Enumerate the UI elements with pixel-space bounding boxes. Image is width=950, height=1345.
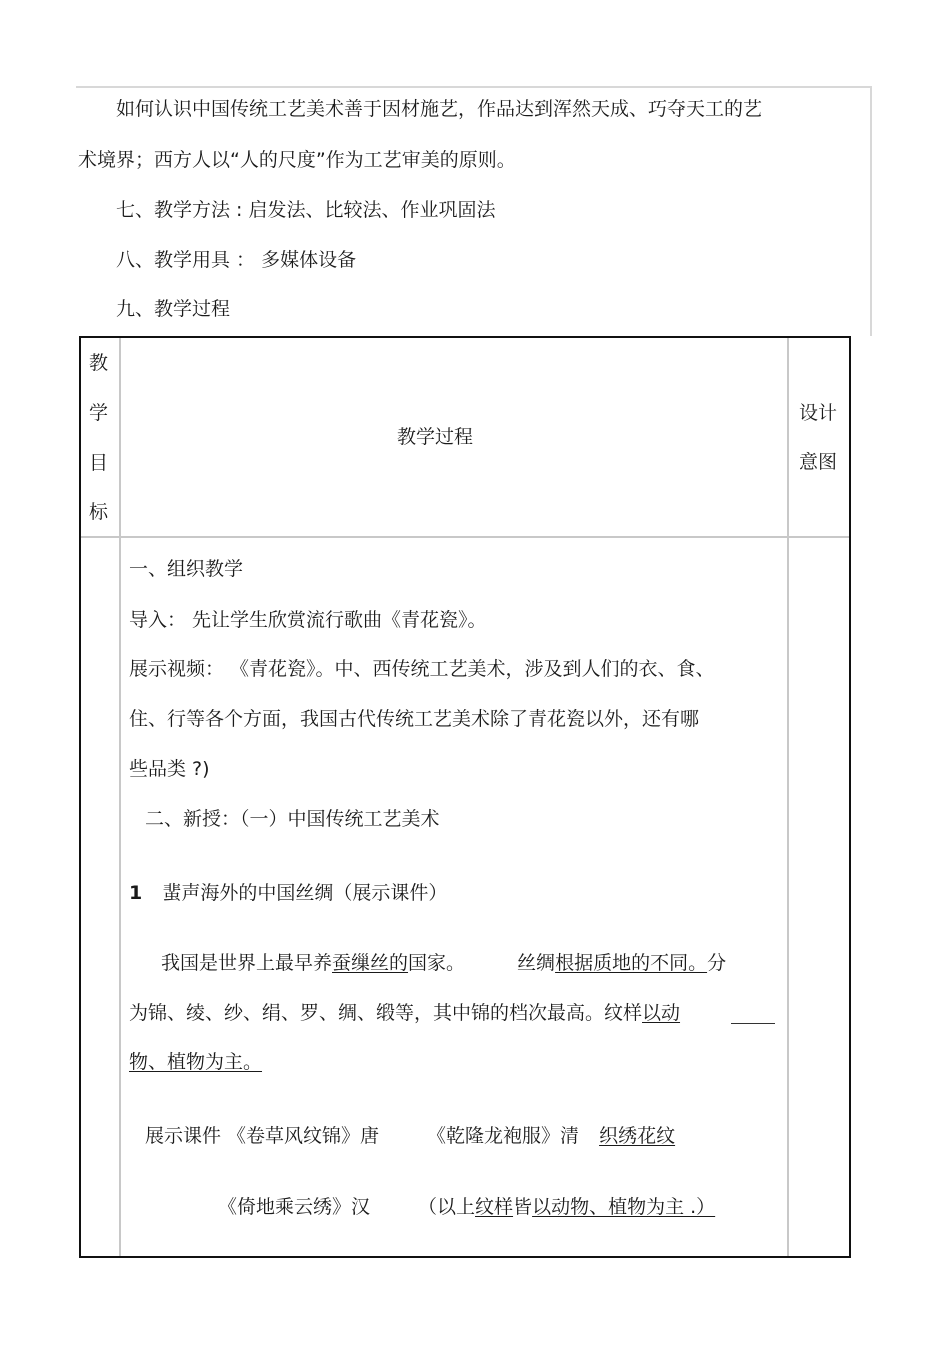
courseware-line-2 xyxy=(218,1195,715,1219)
teaching-process-heading: 九、教学过程 xyxy=(116,298,231,320)
header-goal-char: 教 xyxy=(89,352,109,374)
text-run: 丝绸 xyxy=(517,952,556,974)
silk-paragraph-line-2 xyxy=(129,1001,680,1025)
intro-line-1: 如何认识中国传统工艺美术善于因材施艺，作品达到浑然天成、巧夺天工的艺 xyxy=(116,98,763,120)
text-run: 为锦、绫、纱、绢、罗、绸、缎等，其中锦的档次最高。纹样 xyxy=(129,1002,643,1024)
header-process: 教学过程 xyxy=(397,426,474,448)
video-line-3: 些品类 ?) xyxy=(129,758,210,780)
header-design-line-1: 设计 xyxy=(799,402,838,424)
underlined-text: 蚕缫丝的 xyxy=(332,952,409,974)
video-line-2: 住、行等各个方面，我国古代传统工艺美术除了青花瓷以外，还有哪 xyxy=(129,708,700,730)
silk-paragraph-line-1 xyxy=(161,951,726,975)
video-line-1: 展示视频： 《青花瓷》。中、西传统工艺美术，涉及到人们的衣、食、 xyxy=(129,658,715,680)
header-goal-char: 学 xyxy=(89,402,109,424)
text-run: 分 xyxy=(707,952,727,974)
underlined-text: 织绣花纹 xyxy=(599,1125,676,1147)
underline-tail xyxy=(731,1023,775,1024)
teaching-tools: 八、教学用具 ： 多媒体设备 xyxy=(116,249,357,271)
section-new-lesson: 二、新授：（一）中国传统工艺美术 xyxy=(145,808,440,830)
text-run: （以上 xyxy=(418,1196,476,1218)
teaching-method: 七、教学方法 : 启发法、比较法、作业巩固法 xyxy=(116,199,496,221)
text-run: 我国是世界上最早养 xyxy=(161,952,333,974)
column-divider-design xyxy=(787,338,789,1256)
header-row-divider xyxy=(81,536,849,538)
underlined-text: 根据质地的不同。 xyxy=(555,952,708,974)
silk-heading-text: 蜚声海外的中国丝绸（展示课件） xyxy=(162,882,448,904)
text-run: 展示课件 《卷草风纹锦》唐 xyxy=(145,1125,380,1147)
intro-song: 导入： 先让学生欣赏流行歌曲《青花瓷》。 xyxy=(129,609,487,631)
header-goal-char: 标 xyxy=(89,501,109,523)
silk-heading-number: 1 xyxy=(129,882,143,904)
underlined-text: 物、植物为主。 xyxy=(129,1051,263,1073)
text-run: 皆 xyxy=(513,1196,533,1218)
lesson-table xyxy=(79,336,851,1258)
text-run: 国家。 xyxy=(408,952,466,974)
silk-paragraph-line-3 xyxy=(129,1050,262,1074)
underlined-text: 以动 xyxy=(642,1002,681,1024)
text-run: 《乾隆龙袍服》清 xyxy=(427,1125,580,1147)
text-run: 《倚地乘云绣》汉 xyxy=(218,1196,371,1218)
header-design-line-2: 意图 xyxy=(799,451,838,473)
courseware-line-1 xyxy=(145,1124,675,1148)
column-divider-goal xyxy=(119,338,121,1256)
header-goal-char: 目 xyxy=(89,452,109,474)
underlined-text: 纹样 xyxy=(475,1196,514,1218)
silk-heading xyxy=(129,881,447,905)
section-organize: 一、组织教学 xyxy=(129,558,244,580)
underlined-text: 以动物、植物为主 .） xyxy=(532,1196,716,1218)
intro-line-2: 术境界；西方人以“人的尺度”作为工艺审美的原则。 xyxy=(78,149,516,171)
